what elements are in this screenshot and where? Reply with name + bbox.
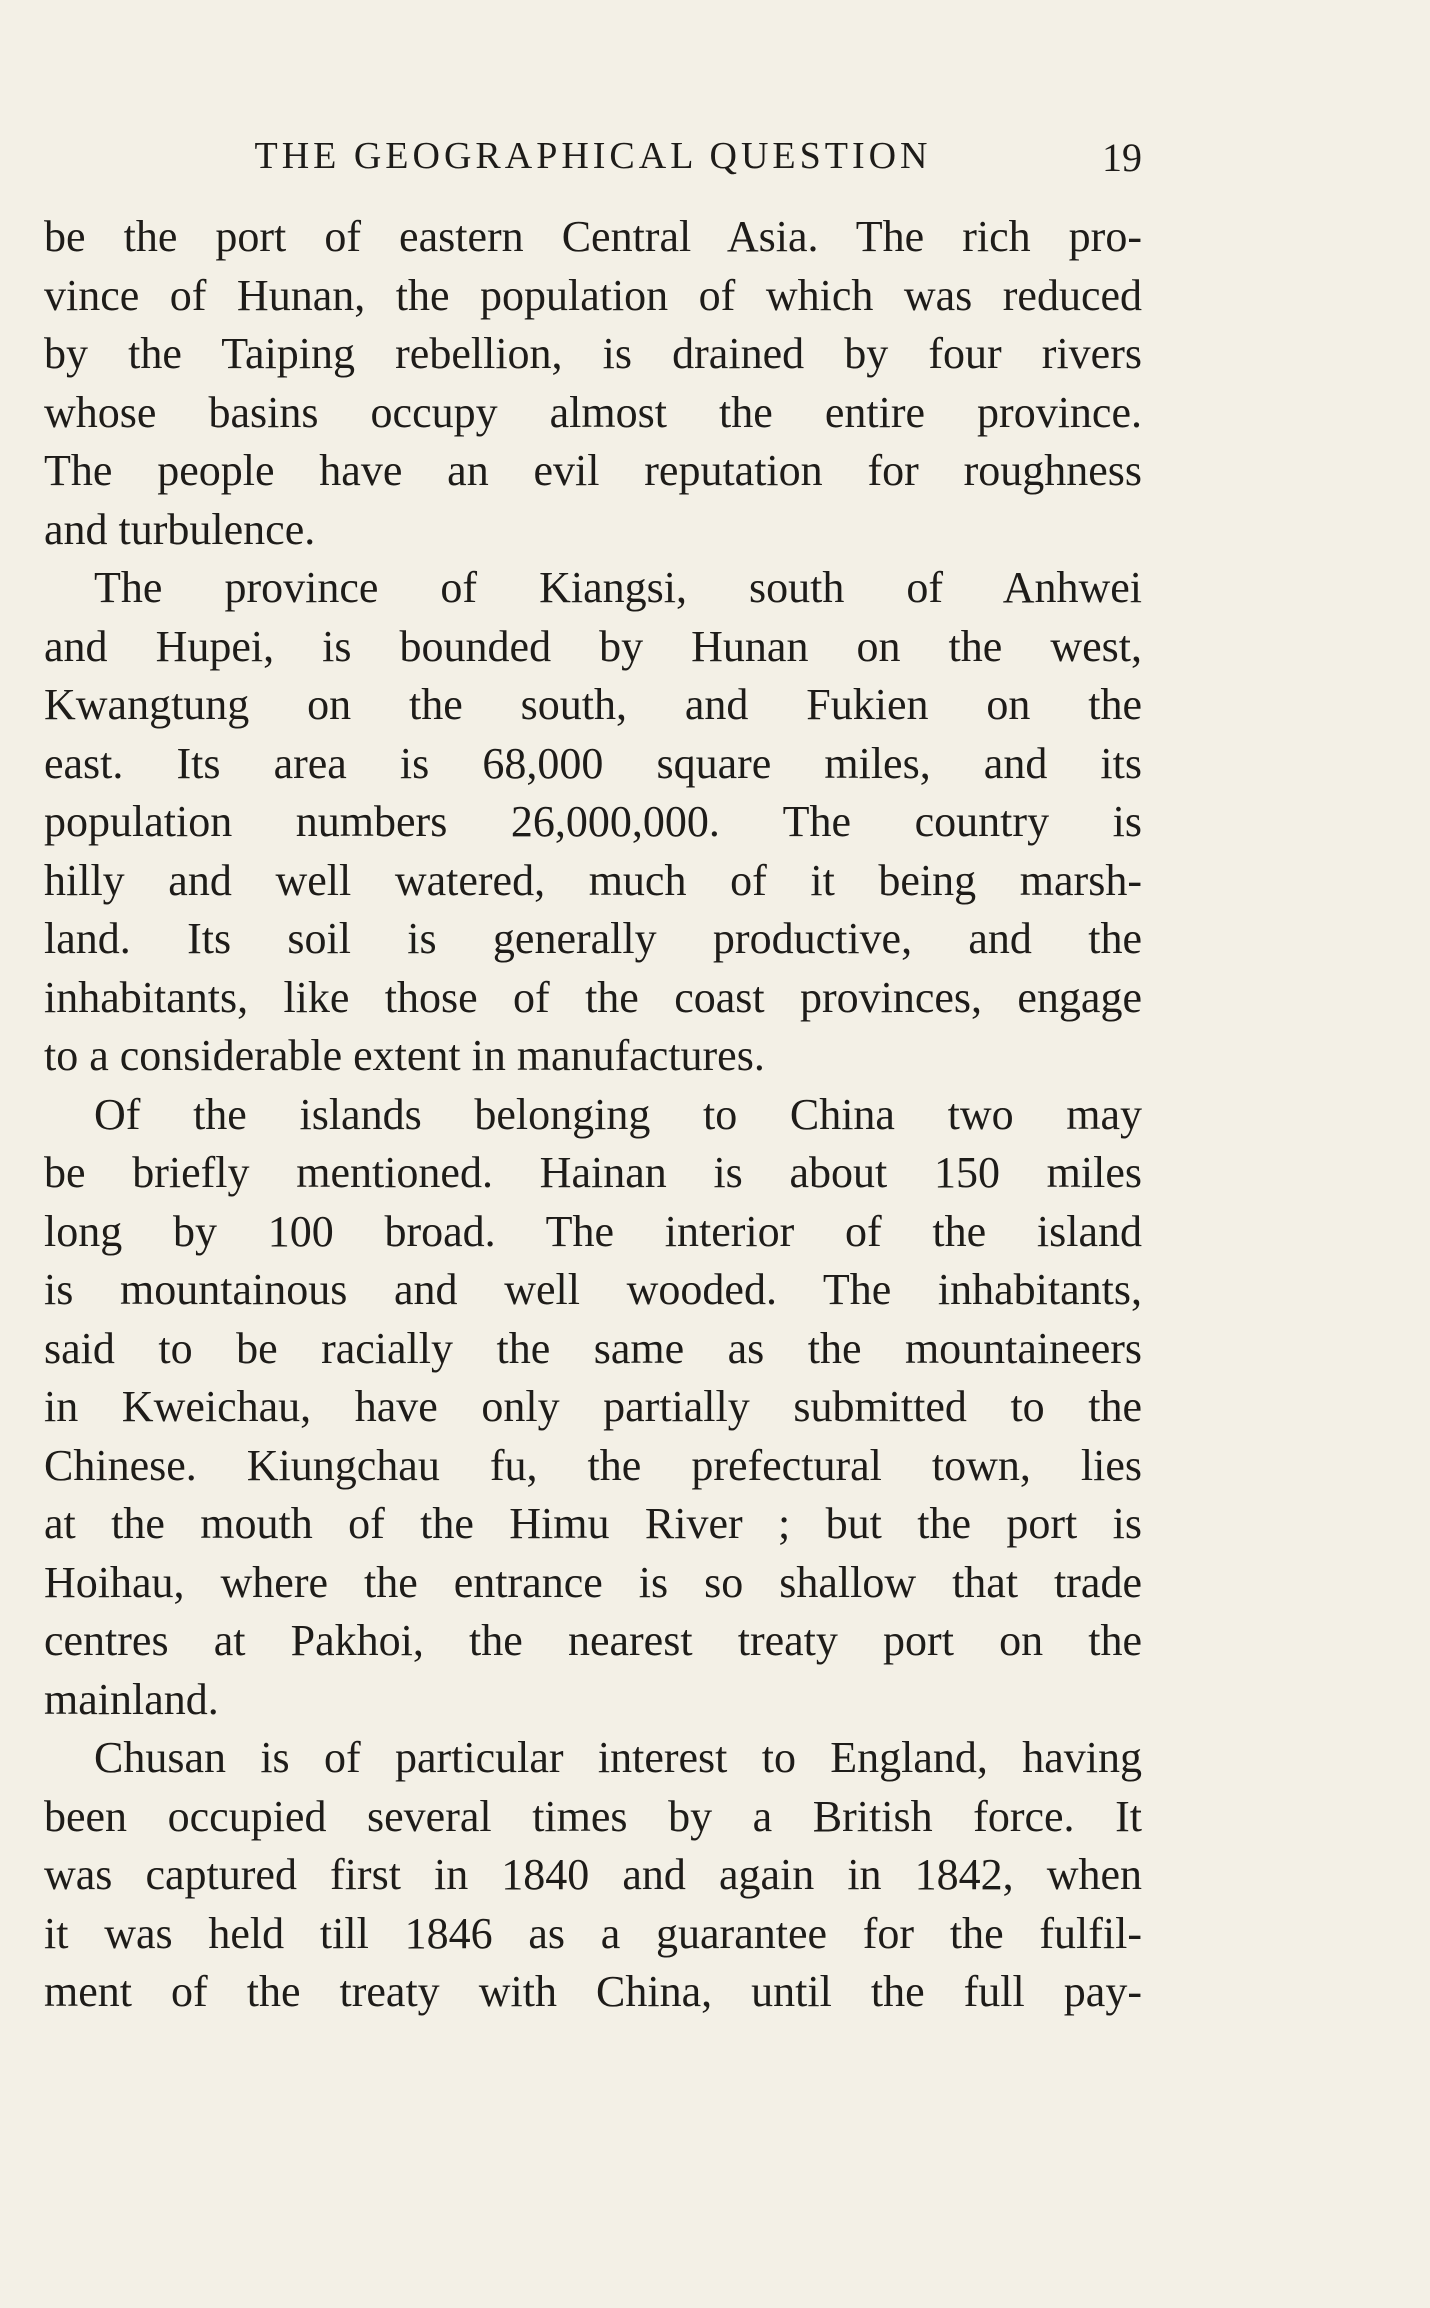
text-line: said to be racially the same as the mountaineers — [44, 1323, 1142, 1373]
paragraph-2 — [44, 559, 1142, 1086]
text-line: in Kweichau, have only partially submitted to the — [44, 1382, 1142, 1431]
text-line: long by 100 broad. The interior of the island — [44, 1206, 1142, 1256]
text-line: by the Taiping rebellion, is drained by four rivers — [44, 329, 1142, 378]
text-line: The people have an evil reputation for roughness — [44, 446, 1142, 495]
text-line: whose basins occupy almost the entire province. — [44, 387, 1142, 437]
text-line: vince of Hunan, the population of which was reduced — [44, 270, 1142, 320]
text-line: at the mouth of the Himu River ; but the port is — [44, 1499, 1142, 1548]
paragraph-1 — [44, 208, 1142, 559]
text-line: hilly and well watered, much of it being marsh- — [44, 855, 1142, 905]
text-line: ment of the treaty with China, until the full pay- — [44, 1967, 1142, 2016]
text-line: and Hupei, is bounded by Hunan on the west, — [44, 621, 1142, 671]
text-line: and turbulence. — [44, 504, 316, 554]
paragraph-3 — [44, 1086, 1142, 1730]
text-line: Of the islands belonging to China two may — [94, 1089, 1142, 1139]
page-number: 19 — [1102, 135, 1142, 180]
text-line: Kwangtung on the south, and Fukien on the — [44, 680, 1142, 729]
text-line: mainland. — [44, 1674, 219, 1724]
paragraph-4 — [44, 1729, 1142, 2022]
text-line: inhabitants, like those of the coast provinces, engage — [44, 972, 1142, 1022]
running-head — [44, 134, 1142, 190]
text-line: be the port of eastern Central Asia. The rich pro- — [44, 212, 1142, 261]
text-line: population numbers 26,000,000. The country is — [44, 797, 1142, 846]
text-line: Chinese. Kiungchau fu, the prefectural town, lies — [44, 1440, 1142, 1490]
text-line: is mountainous and well wooded. The inhabitants, — [44, 1265, 1142, 1314]
text-line: been occupied several times by a British force. It — [44, 1791, 1142, 1841]
text-line: it was held till 1846 as a guarantee for the fulfil- — [44, 1908, 1142, 1958]
text-line: was captured first in 1840 and again in 1842, when — [44, 1850, 1142, 1899]
text-line: centres at Pakhoi, the nearest treaty port on the — [44, 1616, 1142, 1665]
text-line: Chusan is of particular interest to England, having — [94, 1733, 1142, 1782]
running-title: THE GEOGRAPHICAL QUESTION — [254, 135, 932, 177]
text-line: Hoihau, where the entrance is so shallow that trade — [44, 1557, 1142, 1607]
body-text — [44, 208, 1142, 2022]
text-line: The province of Kiangsi, south of Anhwei — [94, 563, 1142, 612]
text-line: land. Its soil is generally productive, and the — [44, 914, 1142, 963]
text-line: to a considerable extent in manufactures. — [44, 1031, 765, 1080]
text-line: be briefly mentioned. Hainan is about 150 miles — [44, 1148, 1142, 1197]
text-line: east. Its area is 68,000 square miles, and its — [44, 738, 1142, 788]
